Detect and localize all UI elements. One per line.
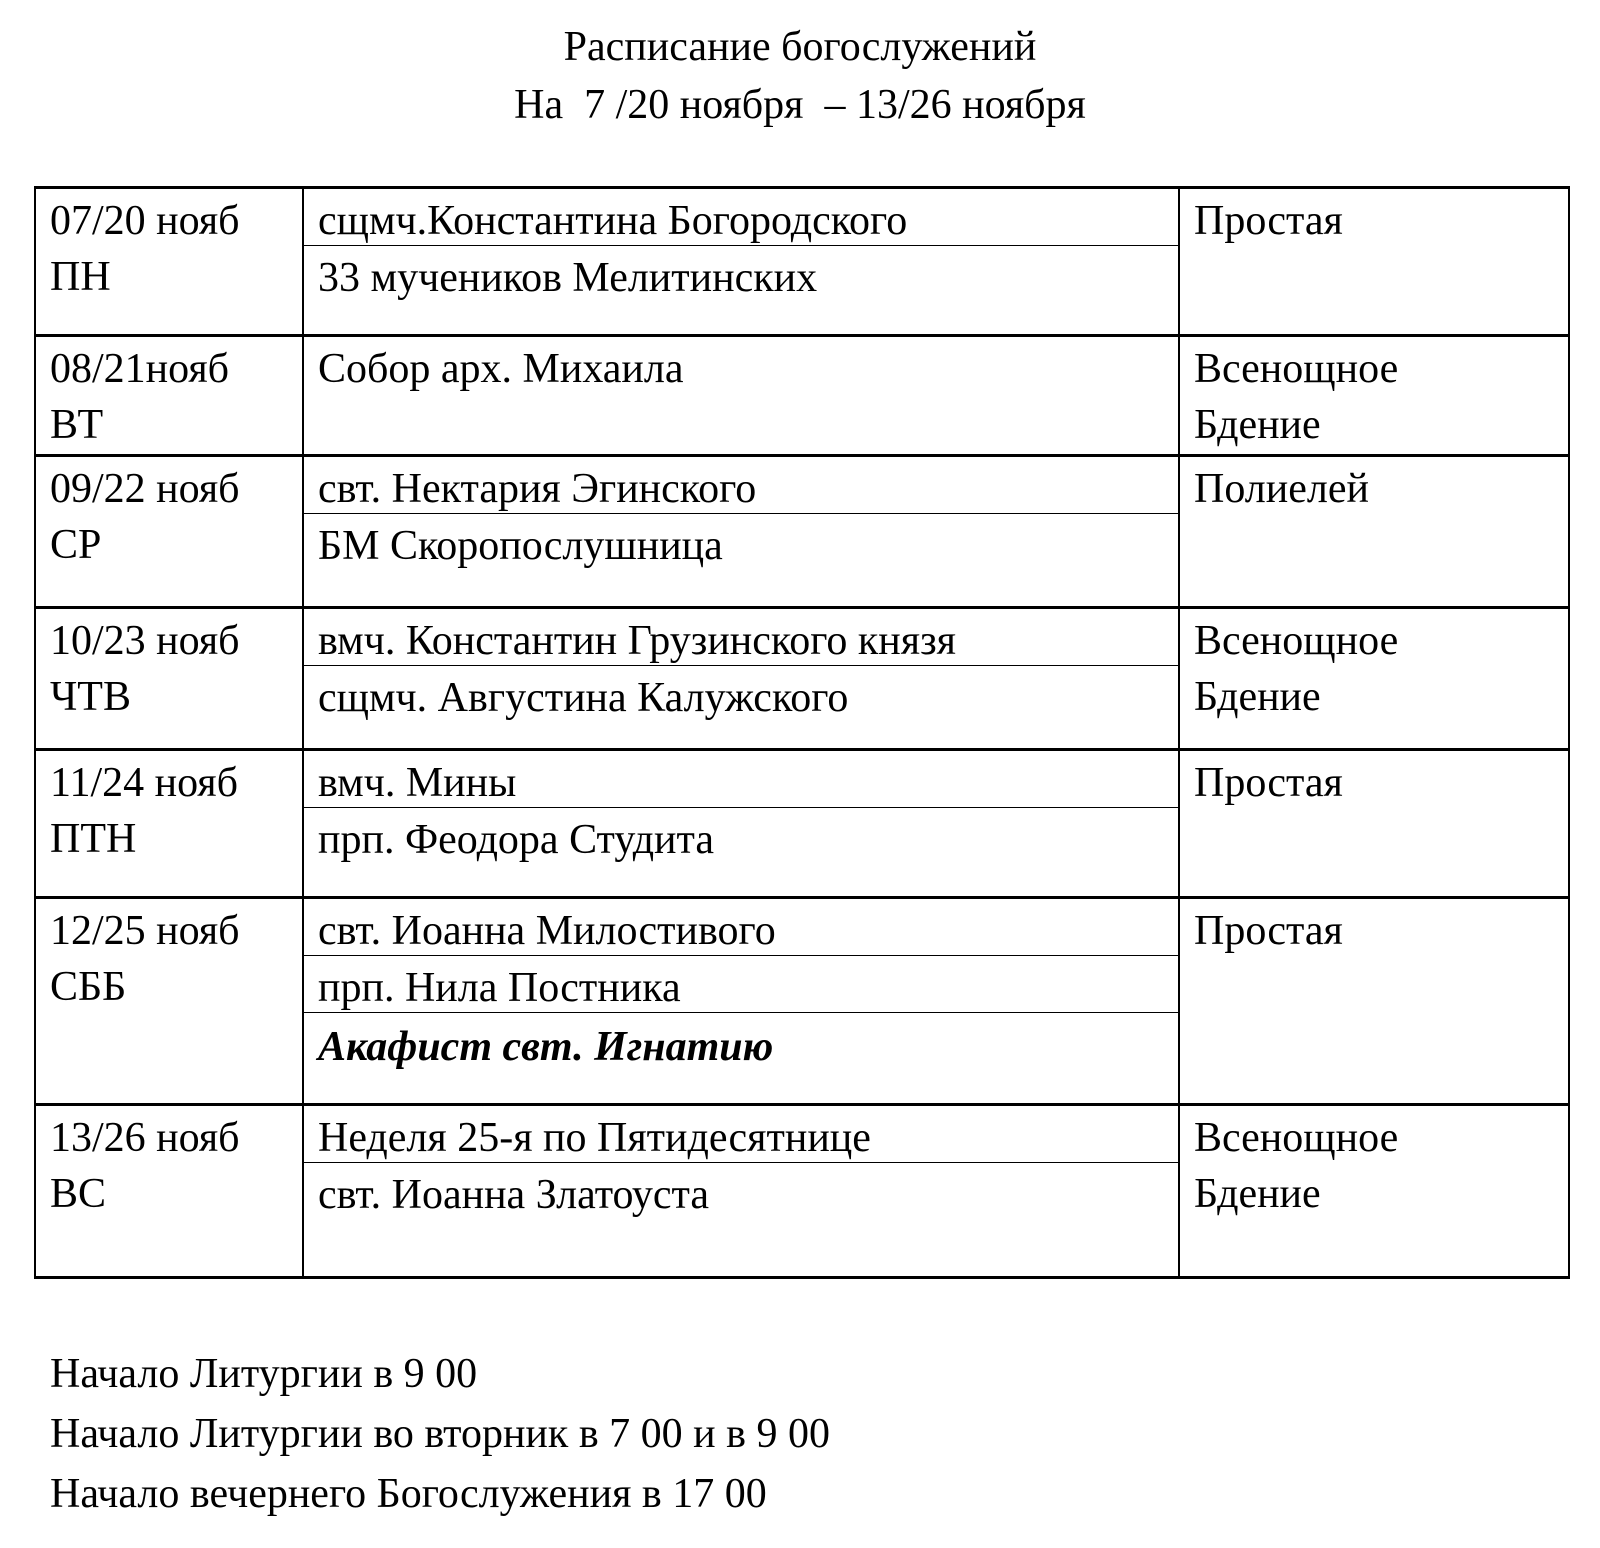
weekday-text: ВС [50, 1170, 107, 1217]
service-type-cell [1179, 750, 1569, 898]
schedule-row [35, 456, 1569, 608]
weekday-text: ПТН [50, 816, 137, 863]
date-cell [35, 1104, 303, 1277]
title-line: Расписание богослужений [563, 24, 1037, 70]
commemoration-cell [303, 898, 1179, 1105]
note-line: Начало Литургии во вторник в 7 00 и в 9 00 [50, 1411, 830, 1457]
service-type-cell [1179, 898, 1569, 1105]
commemoration-text: Собор арх. Михаила [318, 345, 684, 392]
commemoration-text: БМ Скоропослушница [318, 523, 723, 570]
commemoration-text: вмч. Константин Грузинского князя [304, 609, 1178, 666]
weekday-text: СР [50, 522, 102, 569]
date-text: 11/24 нояб [50, 760, 238, 807]
service-type-text: Простая [1194, 198, 1343, 244]
service-type-text: Всенощное [1194, 618, 1399, 665]
commemoration-cell [303, 335, 1179, 456]
service-type-text: Всенощное [1194, 345, 1399, 392]
schedule-row [35, 335, 1569, 456]
akathist-text: Акафист свт. Игнатию [318, 1024, 774, 1071]
subtitle-line: На 7 /20 ноября – 13/26 ноября [514, 82, 1086, 128]
note-line: Начало вечернего Богослужения в 17 00 [50, 1471, 767, 1517]
schedule-row [35, 188, 1569, 336]
service-type-text: Всенощное [1194, 1114, 1399, 1161]
weekday-text: ПН [50, 254, 111, 300]
date-text: 13/26 нояб [50, 1114, 240, 1161]
schedule-row [35, 750, 1569, 898]
service-type-text: Бдение [1194, 401, 1321, 448]
commemoration-text: 33 мучеников Мелитинских [318, 255, 818, 301]
commemoration-text: сщмч. Августина Калужского [318, 675, 849, 722]
service-type-cell [1179, 335, 1569, 456]
commemoration-text: прп. Феодора Студита [318, 817, 715, 864]
date-text: 07/20 нояб [50, 198, 240, 244]
note-line: Начало Литургии в 9 00 [50, 1351, 478, 1397]
date-cell [35, 456, 303, 608]
service-type-text: Полиелей [1194, 466, 1369, 513]
date-cell [35, 750, 303, 898]
service-type-cell [1179, 1104, 1569, 1277]
schedule-row [35, 898, 1569, 1105]
weekday-text: СББ [50, 964, 127, 1011]
commemoration-text: вмч. Мины [304, 751, 1178, 808]
commemoration-cell [303, 750, 1179, 898]
commemoration-cell [303, 188, 1179, 336]
weekday-text: ЧТВ [50, 674, 131, 721]
date-text: 09/22 нояб [50, 466, 240, 513]
schedule-row [35, 608, 1569, 750]
date-text: 12/25 нояб [50, 908, 240, 955]
schedule-row [35, 1104, 1569, 1277]
commemoration-text: свт. Иоанна Милостивого [304, 899, 1178, 956]
document-title [0, 18, 1600, 134]
commemoration-text: Неделя 25-я по Пятидесятнице [304, 1106, 1178, 1163]
service-type-text: Бдение [1194, 1170, 1321, 1217]
service-type-text: Простая [1194, 908, 1343, 955]
date-cell [35, 188, 303, 336]
commemoration-text: прп. Нила Постника [304, 956, 1178, 1013]
commemoration-cell [303, 608, 1179, 750]
service-type-text: Простая [1194, 760, 1343, 807]
service-type-text: Бдение [1194, 674, 1321, 721]
service-type-cell [1179, 456, 1569, 608]
date-text: 08/21нояб [50, 345, 230, 392]
schedule-table [34, 186, 1570, 1279]
date-text: 10/23 нояб [50, 618, 240, 665]
commemoration-cell [303, 1104, 1179, 1277]
service-type-cell [1179, 188, 1569, 336]
date-cell [35, 608, 303, 750]
weekday-text: ВТ [50, 401, 104, 448]
commemoration-text: сщмч.Константина Богородского [304, 189, 1178, 246]
service-times-notes [50, 1344, 830, 1524]
date-cell [35, 898, 303, 1105]
commemoration-text: свт. Иоанна Златоуста [318, 1171, 710, 1218]
commemoration-cell [303, 456, 1179, 608]
schedule-body [35, 188, 1569, 1278]
commemoration-text: свт. Нектария Эгинского [304, 457, 1178, 514]
date-cell [35, 335, 303, 456]
service-type-cell [1179, 608, 1569, 750]
